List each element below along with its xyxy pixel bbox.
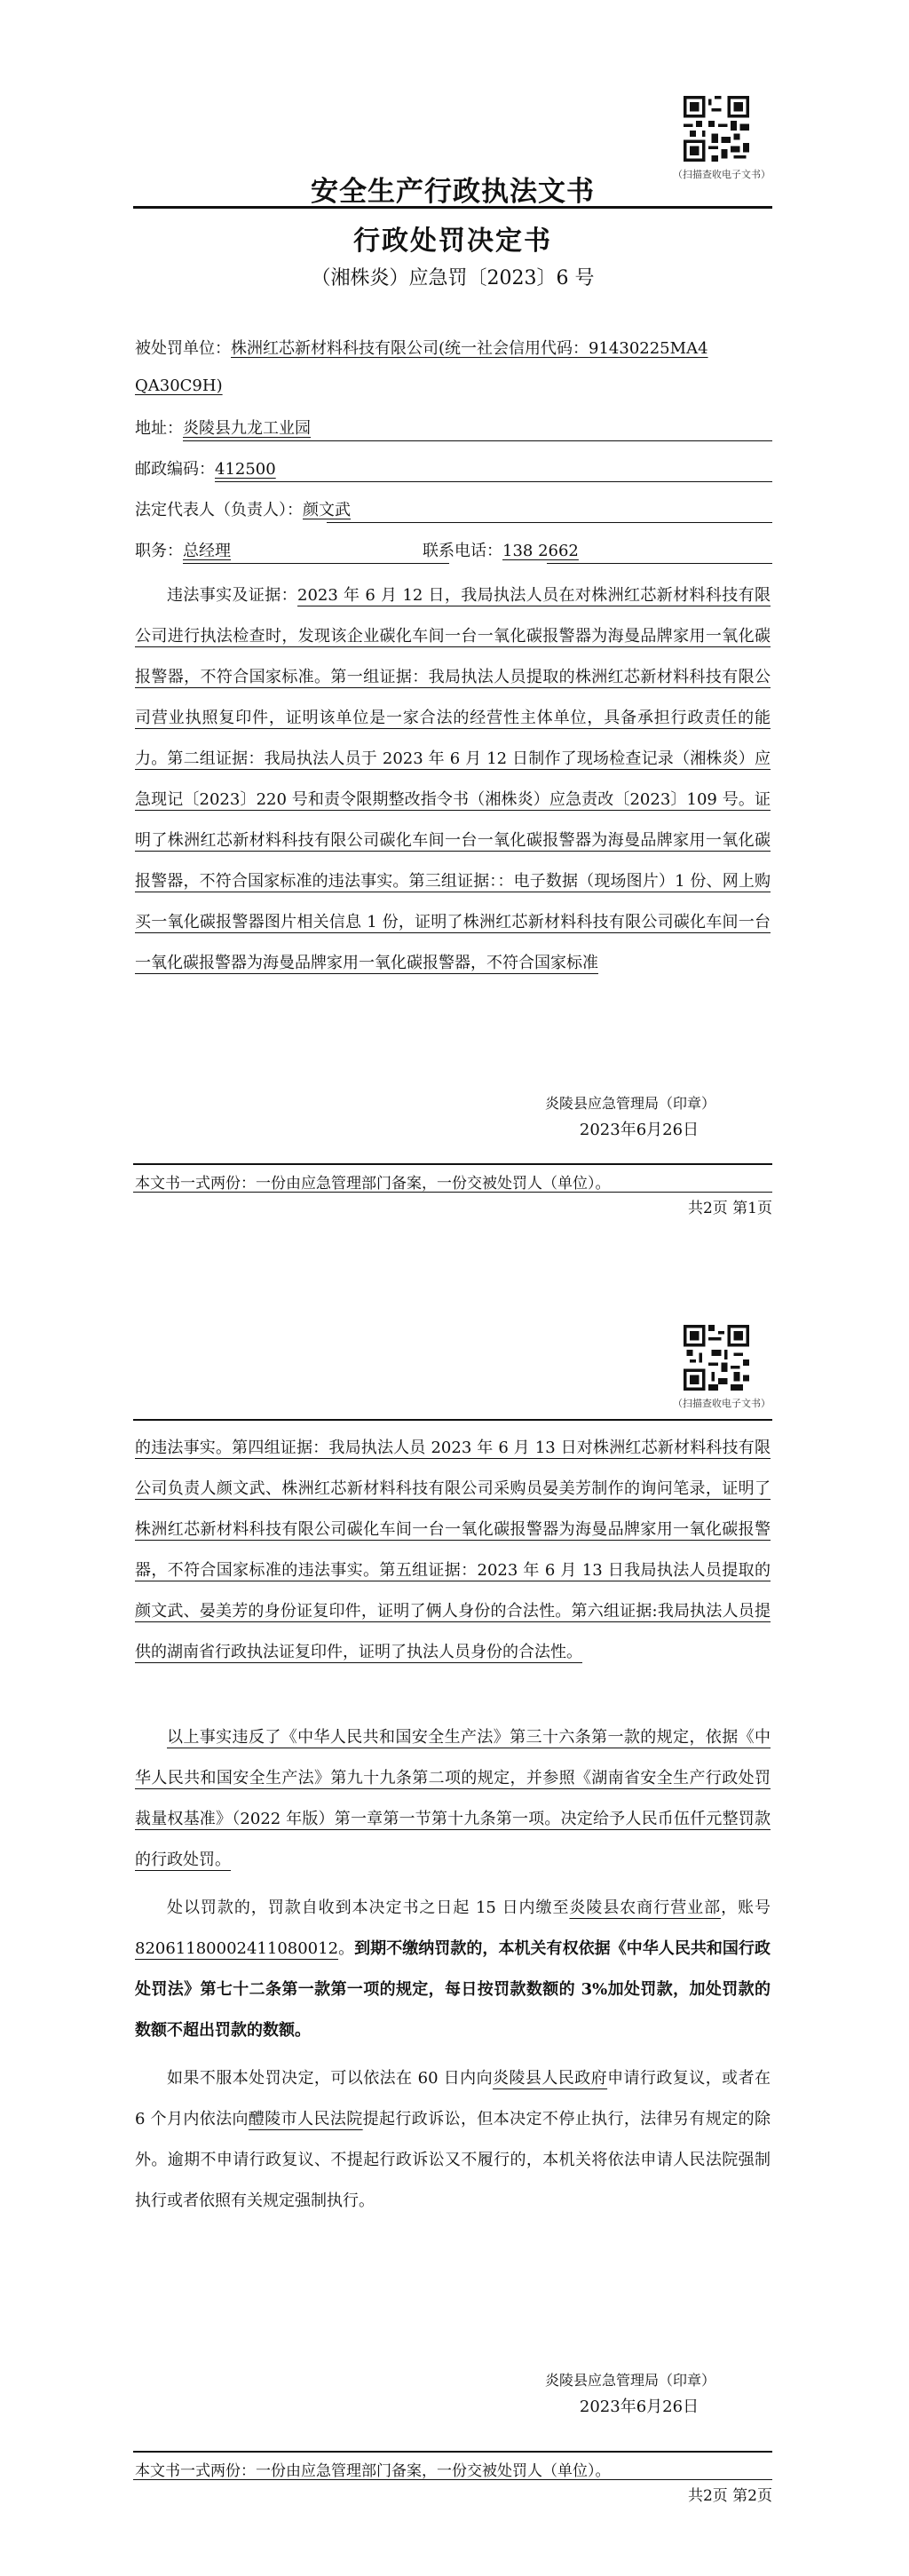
- document-header: [133, 169, 772, 209]
- decision-paragraph: [135, 1717, 771, 1881]
- party-value: 株洲红芯新材料科技有限公司(统一社会信用代码：91430225MA4: [231, 339, 708, 358]
- facts-body: 2023 年 6 月 12 日，我局执法人员在对株洲红芯新材料科技有限公司进行执法检查时，发现该企业碳化车间一台一氧化碳报警器为海曼品牌家用一氧化碳报警器，不符合国家标准。第一组证据：我局执法人员提取的株洲红芯新材料科技有限公司营业执照复印件，证明该单位是一家合法的经营性主体单位，具备承担行政责任的能力。第二组证据：我局执法人员于 2023 年 6 月 12 日制作了现场检查记录（湘株炎）应急现记〔2023〕220 号和责令限期整改指令书（湘株炎）应急责改〔2023〕109 号。证明了株洲红芯新材料科技有限公司碳化车间一台一氧化碳报警器为海曼品牌家用一氧化碳报警器，不符合国家标准的违法事实。第三组证据：：电子数据（现场图片）1 份、网上购买一氧化碳报警器图片相关信息 1 份，证明了株洲红芯新材料科技有限公司碳化车间一台一氧化碳报警器为海曼品牌家用一氧化碳报警器，不符合国家标准: [135, 586, 771, 972]
- legal-rep-underline: [327, 522, 772, 523]
- party-label: 被处罚单位：: [135, 339, 231, 358]
- payment-bank: 炎陵县农商行营业部: [569, 1898, 722, 1917]
- party-field-cont: [135, 371, 774, 401]
- evidence-continued: 的违法事实。第四组证据：我局执法人员 2023 年 6 月 13 日对株洲红芯新材料科技有限公司负责人颜文武、株洲红芯新材料科技有限公司采购员晏美芳制作的询问笔录，证明了株洲红芯新材料科技有限公司碳化车间一台一氧化碳报警器为海曼品牌家用一氧化碳报警器，不符合国家标准的违法事实。第五组证据：2023 年 6 月 13 日我局执法人员提取的颜文武、晏美芳的身份证复印件，证明了俩人身份的合法性。第六组证据:我局执法人员提供的湖南省行政执法证复印件，证明了执法人员身份的合法性。: [135, 1439, 771, 1661]
- footer-note: 本文书一式两份：一份由应急管理部门备案，一份交被处罚人（单位）。: [135, 1175, 611, 1193]
- evidence-continued-paragraph: [135, 1428, 771, 1673]
- address-underline: [183, 440, 772, 441]
- address-label: 地址：: [135, 419, 183, 438]
- page-number: 共2页 第2页: [687, 2487, 772, 2505]
- legal-rep-label: 法定代表人（负责人）：: [135, 501, 303, 519]
- postcode-value: 412500: [215, 460, 276, 479]
- payment-text-c: 。: [338, 1939, 355, 1958]
- legal-rep-value: 颜文武: [303, 501, 351, 519]
- qr-caption: （扫描查收电子文书）: [673, 169, 771, 180]
- issue-date: 2023年6月26日: [579, 1121, 700, 1139]
- document-page-2: [0, 1288, 909, 2576]
- position-phone-field: [135, 536, 774, 567]
- doc-title: 行政处罚决定书: [353, 226, 552, 257]
- party-value-cont: QA30C9H): [135, 376, 223, 395]
- address-value: 炎陵县九龙工业园: [183, 419, 311, 438]
- qr-code-icon[interactable]: [684, 96, 749, 162]
- page-number: 共2页 第1页: [687, 1200, 772, 1217]
- issue-date: 2023年6月26日: [579, 2398, 700, 2416]
- appeal-paragraph: [135, 2058, 771, 2222]
- address-field: [135, 414, 774, 444]
- footer-rule-bottom: [133, 1192, 772, 1193]
- position-label: 职务：: [135, 542, 183, 560]
- appeal-government: 炎陵县人民政府: [493, 2069, 608, 2088]
- issuer-stamp: 炎陵县应急管理局（印章）: [544, 2372, 715, 2389]
- qr-caption: （扫描查收电子文书）: [673, 1398, 771, 1409]
- payment-text-b: ，账号: [721, 1898, 771, 1917]
- facts-lead: 违法事实及证据：: [167, 586, 298, 605]
- appeal-text-c: 提起行政诉讼，但本决定不停止执行，法律另有规定的除外。逾期不申请行政复议、不提起行政诉讼又不履行的，本机关将依法申请人民法院强制执行或者依照有关规定强制执行。: [135, 2110, 771, 2210]
- appeal-text-a: 如果不服本处罚决定，可以依法在 60 日内向: [167, 2069, 494, 2088]
- issuer-stamp: 炎陵县应急管理局（印章）: [544, 1095, 715, 1112]
- appeal-court: 醴陵市人民法院: [248, 2110, 363, 2128]
- phone-value: 138 2662: [502, 542, 579, 560]
- header-rule: [133, 206, 772, 209]
- facts-paragraph: [135, 575, 771, 1055]
- postcode-field: [135, 455, 774, 485]
- phone-label: 联系电话：: [423, 542, 502, 560]
- qr-code-icon[interactable]: [684, 1325, 749, 1391]
- legal-rep-field: [135, 495, 774, 526]
- party-field: [135, 334, 774, 364]
- footer-note: 本文书一式两份：一份由应急管理部门备案，一份交被处罚人（单位）。: [135, 2462, 611, 2480]
- phone-underline: [547, 563, 772, 564]
- footer-rule-top: [133, 2451, 772, 2453]
- postcode-label: 邮政编码：: [135, 460, 215, 479]
- qr-code-graphic: [684, 1325, 749, 1391]
- footer-rule-bottom: [133, 2479, 772, 2480]
- decision-text: 以上事实违反了《中华人民共和国安全生产法》第三十六条第一款的规定，依据《中华人民共和国安全生产法》第九十九条第二项的规定，并参照《湖南省安全生产行政处罚裁量权基准》（2022 年版）第一章第一节第十九条第一项。决定给予人民币伍仟元整罚款的行政处罚。: [135, 1728, 771, 1869]
- header-rule: [133, 1419, 772, 1421]
- qr-code-graphic: [684, 96, 749, 162]
- header-title: 安全生产行政执法文书: [311, 176, 595, 208]
- postcode-underline: [215, 481, 772, 482]
- doc-number: （湘株炎）应急罚〔2023〕6 号: [311, 267, 595, 289]
- payment-paragraph: [135, 1888, 771, 2051]
- position-underline: [183, 563, 449, 564]
- position-value: 总经理: [183, 542, 231, 560]
- payment-text-a: 处以罚款的，罚款自收到本决定书之日起 15 日内缴至: [167, 1898, 570, 1917]
- payment-account: 82061180002411080012: [135, 1939, 339, 1958]
- appeal-text-b: 申请行政复议，或者在 6 个月内依法向: [135, 2069, 771, 2128]
- footer-rule-top: [133, 1163, 772, 1165]
- payment-penalty-text: 到期不缴纳罚款的，本机关有权依据《中华人民共和国行政处罚法》第七十二条第一款第一项的规定，每日按罚款数额的 3%加处罚款，加处罚款的数额不超出罚款的数额。: [135, 1939, 771, 2040]
